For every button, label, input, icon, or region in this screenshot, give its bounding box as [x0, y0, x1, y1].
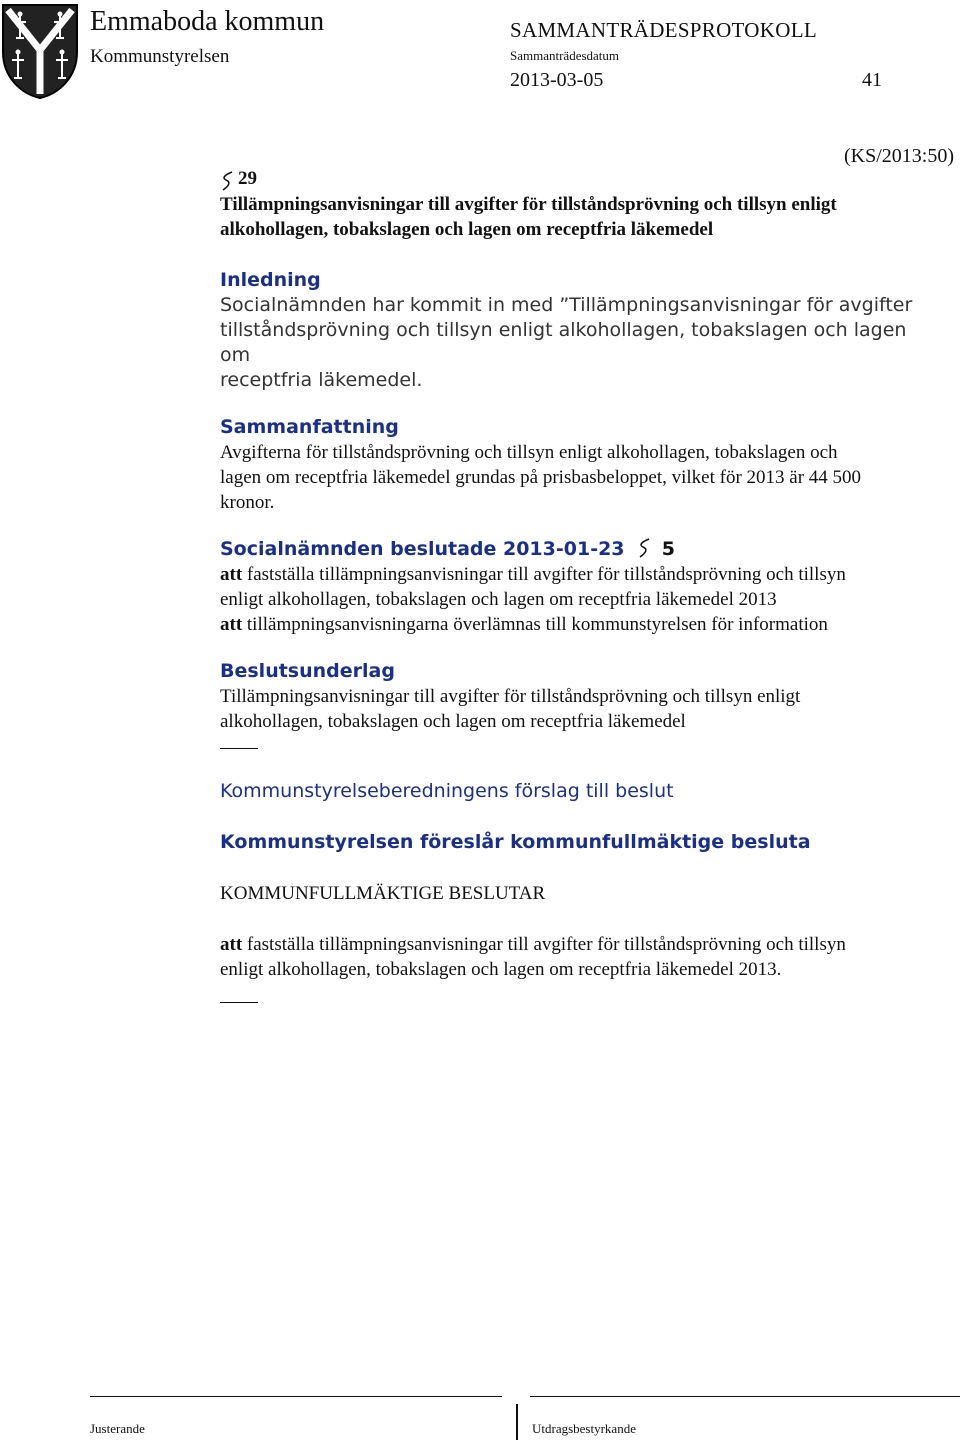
board-name: Kommunstyrelsen: [90, 46, 230, 67]
sammanfattning-line: kronor.: [220, 492, 275, 513]
signature-line-justerande: [90, 1396, 502, 1397]
justerande-label: Justerande: [90, 1421, 145, 1436]
att-keyword: att: [220, 564, 243, 585]
inledning-line: receptfria läkemedel.: [220, 369, 423, 391]
spacer: [220, 637, 940, 659]
case-title-line: Tillämpningsanvisningar till avgifter för tillståndsprövning och tillsyn enligt: [220, 194, 837, 215]
spacer: [220, 393, 940, 415]
spacer: [220, 906, 940, 932]
section-sign-icon: [220, 170, 236, 192]
decision-text: tillämpningsanvisningarna överlämnas till kommunstyrelsen för information: [242, 614, 828, 635]
utdrag-label: Utdragsbestyrkande: [532, 1421, 636, 1436]
municipality-crest-icon: [0, 2, 80, 100]
decision-clause: [220, 562, 940, 587]
spacer: [220, 515, 940, 537]
footer-divider: [516, 1404, 518, 1440]
case-title-line: alkohollagen, tobakslagen och lagen om receptfria läkemedel: [220, 219, 714, 240]
socialnamnden-heading-text: Socialnämnden beslutade 2013-01-23: [220, 538, 625, 560]
meeting-date-label: Sammanträdesdatum: [510, 48, 620, 63]
sammanfattning-line: Avgifterna för tillståndsprövning och tillsyn enligt alkohollagen, tobakslagen och: [220, 442, 838, 463]
decision-text: fastställa tillämpningsanvisningar till avgifter för tillståndsprövning och tillsyn: [242, 934, 846, 955]
decision-clause: [220, 612, 940, 637]
section-heading-ks-forslag: Kommunstyrelsen föreslår kommunfullmäktige besluta: [220, 831, 811, 853]
att-keyword: att: [220, 614, 243, 635]
protocol-content: [220, 166, 940, 1003]
spacer: [220, 855, 940, 881]
municipality-name: Emmaboda kommun: [90, 6, 325, 37]
inledning-line: Socialnämnden har kommit in med ”Tillämpningsanvisningar för avgifter: [220, 294, 913, 316]
page-number: 41: [862, 69, 882, 91]
section-heading-beredning: Kommunstyrelseberedningens förslag till beslut: [220, 780, 674, 802]
case-id: (KS/2013:50): [844, 145, 954, 167]
decision-text: fastställa tillämpningsanvisningar till avgifter för tillståndsprövning och tillsyn: [242, 564, 846, 585]
section-heading-beslutsunderlag: Beslutsunderlag: [220, 660, 395, 682]
inledning-line: tillståndsprövning och tillsyn enligt alkohollagen, tobakslagen och lagen om: [220, 319, 907, 366]
att-keyword: att: [220, 934, 243, 955]
beslutsunderlag-line: alkohollagen, tobakslagen och lagen om receptfria läkemedel: [220, 711, 686, 732]
section-heading-inledning: Inledning: [220, 269, 321, 291]
spacer: [220, 242, 940, 268]
section-heading-kf-beslutar: KOMMUNFULLMÄKTIGE BESLUTAR: [220, 883, 546, 904]
signature-line-utdrag: [530, 1396, 960, 1397]
spacer: [220, 749, 940, 779]
meeting-date: 2013-03-05: [510, 69, 604, 91]
beslutsunderlag-line: Tillämpningsanvisningar till avgifter för tillståndsprövning och tillsyn enligt: [220, 686, 801, 707]
paragraph-number-value: 29: [238, 168, 257, 189]
section-sign-icon: [637, 537, 653, 559]
section-heading-sammanfattning: Sammanfattning: [220, 416, 399, 438]
paragraph-number: [220, 166, 940, 192]
decision-text-line: enligt alkohollagen, tobakslagen och lagen om receptfria läkemedel 2013: [220, 589, 777, 610]
decision-clause: [220, 932, 940, 957]
decision-text-line: enligt alkohollagen, tobakslagen och lagen om receptfria läkemedel 2013.: [220, 959, 782, 980]
spacer: [220, 804, 940, 830]
sammanfattning-line: lagen om receptfria läkemedel grundas på prisbasbeloppet, vilket för 2013 är 44 500: [220, 467, 862, 488]
section-heading-socialnamnden: [220, 537, 940, 562]
separator-rule: [220, 1002, 258, 1003]
socialnamnden-paragraph-ref: 5: [661, 538, 676, 560]
protocol-title: SAMMANTRÄDESPROTOKOLL: [510, 18, 817, 42]
